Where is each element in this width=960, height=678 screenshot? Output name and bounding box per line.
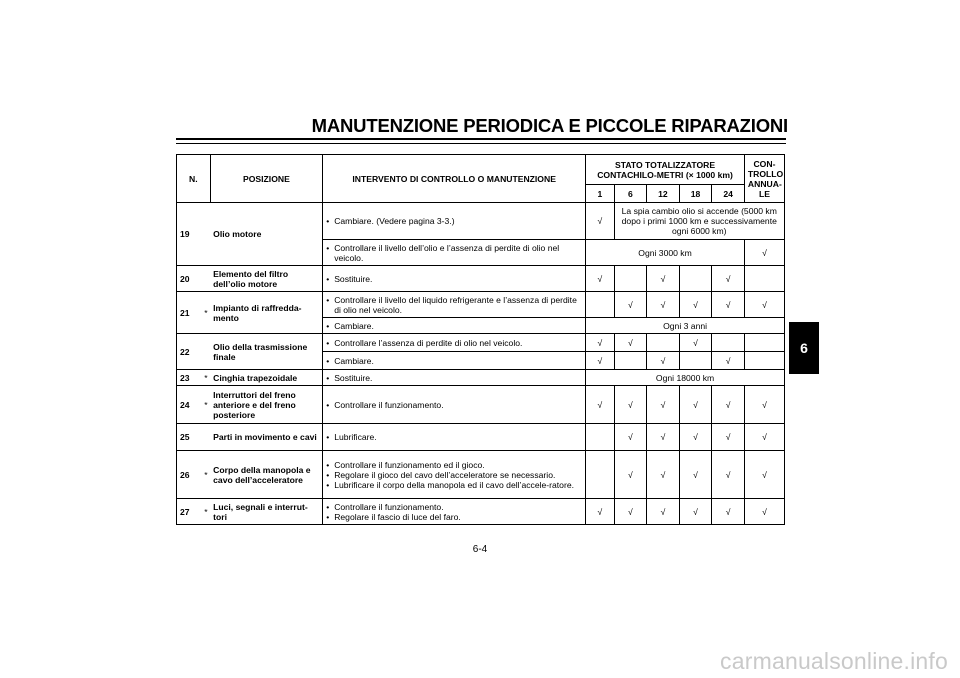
table-row	[177, 334, 785, 352]
check-mark: √	[744, 386, 784, 424]
check-mark: √	[712, 266, 745, 292]
check-mark: √	[647, 499, 680, 525]
row-action: • Controllare il funzionamento.	[323, 386, 586, 424]
row-action: • Cambiare.	[323, 352, 586, 370]
check-mark: √	[744, 451, 784, 499]
check-mark: √	[647, 386, 680, 424]
check-mark	[712, 334, 745, 352]
header-km-1: 1	[586, 185, 614, 203]
row-number: 23	[177, 370, 202, 386]
check-mark: √	[647, 451, 680, 499]
check-mark	[679, 266, 712, 292]
check-mark: √	[586, 266, 614, 292]
table-row	[177, 292, 785, 318]
title-rule-thin	[176, 143, 786, 144]
row-star: *	[202, 386, 210, 424]
row-item: Corpo della manopola e cavo dell’acceleratore	[210, 451, 323, 499]
check-mark: √	[586, 499, 614, 525]
check-mark: √	[679, 334, 712, 352]
table-row	[177, 451, 785, 499]
header-intervento: INTERVENTO DI CONTROLLO O MANUTENZIONE	[323, 155, 586, 203]
page-number: 6-4	[472, 544, 488, 555]
row-action: • Controllare il livello dell’olio e l’assenza di perdite di olio nel veicolo.	[323, 240, 586, 266]
row-item: Luci, segnali e interrut-tori	[210, 499, 323, 525]
row-star: *	[202, 499, 210, 525]
interval-text: La spia cambio olio si accende (5000 km dopo i primi 1000 km e successivamente ogni 6000 km)	[614, 203, 784, 240]
check-mark: √	[744, 499, 784, 525]
interval-text: Ogni 3 anni	[586, 318, 785, 334]
check-mark: √	[712, 352, 745, 370]
row-star	[202, 266, 210, 292]
check-mark: √	[614, 386, 647, 424]
check-mark	[744, 334, 784, 352]
title-rule-thick	[176, 138, 786, 140]
row-item: Interruttori del freno anteriore e del freno posteriore	[210, 386, 323, 424]
table-row	[177, 386, 785, 424]
row-action: • Sostituire.	[323, 370, 586, 386]
check-mark	[647, 334, 680, 352]
row-item: Parti in movimento e cavi	[210, 424, 323, 451]
check-mark	[586, 292, 614, 318]
check-mark: √	[712, 499, 745, 525]
row-item: Cinghia trapezoidale	[210, 370, 323, 386]
check-mark: √	[586, 334, 614, 352]
chapter-tab: 6	[789, 322, 819, 374]
row-item: Elemento del filtro dell’olio motore	[210, 266, 323, 292]
check-mark: √	[614, 292, 647, 318]
row-star: *	[202, 451, 210, 499]
row-action: • Cambiare. (Vedere pagina 3-3.)	[323, 203, 586, 240]
table-row	[177, 499, 785, 525]
header-km-24: 24	[712, 185, 745, 203]
check-mark: √	[647, 292, 680, 318]
check-mark: √	[647, 424, 680, 451]
table-row	[177, 266, 785, 292]
header-km-12: 12	[647, 185, 680, 203]
check-mark	[614, 266, 647, 292]
check-mark: √	[679, 424, 712, 451]
row-star	[202, 424, 210, 451]
row-number: 26	[177, 451, 202, 499]
maintenance-table	[176, 154, 785, 525]
row-action: • Lubrificare.	[323, 424, 586, 451]
row-star: *	[202, 370, 210, 386]
header-km-6: 6	[614, 185, 647, 203]
check-mark: √	[679, 292, 712, 318]
row-action: • Controllare il funzionamento ed il gioco. • Regolare il gioco del cavo dell’acceleratore se necessario. • Lubrificare il corpo della manopola ed il cavo dell’accele-ratore.	[323, 451, 586, 499]
check-mark	[614, 352, 647, 370]
interval-text: Ogni 18000 km	[586, 370, 785, 386]
header-stato: STATO TOTALIZZATORE CONTACHILO-METRI (× 1000 km)	[586, 155, 745, 185]
check-mark: √	[712, 424, 745, 451]
check-mark	[586, 451, 614, 499]
row-number: 21	[177, 292, 202, 334]
header-controllo: CON-TROLLO ANNUA-LE	[744, 155, 784, 203]
check-mark: √	[744, 292, 784, 318]
header-km-18: 18	[679, 185, 712, 203]
row-number: 27	[177, 499, 202, 525]
row-star	[202, 334, 210, 370]
row-number: 20	[177, 266, 202, 292]
check-mark: √	[647, 266, 680, 292]
check-mark: √	[679, 386, 712, 424]
check-mark: √	[744, 424, 784, 451]
row-action: • Controllare il livello del liquido refrigerante e l’assenza di perdite di olio nel veicolo.	[323, 292, 586, 318]
header-posizione: POSIZIONE	[210, 155, 323, 203]
check-mark	[679, 352, 712, 370]
row-action: • Controllare l’assenza di perdite di olio nel veicolo.	[323, 334, 586, 352]
check-mark: √	[586, 352, 614, 370]
table-row	[177, 424, 785, 451]
check-mark: √	[614, 424, 647, 451]
row-number: 24	[177, 386, 202, 424]
row-action: • Sostituire.	[323, 266, 586, 292]
check-mark: √	[614, 334, 647, 352]
check-mark: √	[679, 499, 712, 525]
page-title: MANUTENZIONE PERIODICA E PICCOLE RIPARAZIONI	[311, 115, 788, 136]
check-mark	[744, 352, 784, 370]
row-number: 19	[177, 203, 202, 266]
table-row	[177, 370, 785, 386]
row-item: Olio motore	[210, 203, 323, 266]
check-mark: √	[679, 451, 712, 499]
check-mark: √	[712, 386, 745, 424]
check-mark: √	[614, 451, 647, 499]
row-action: • Cambiare.	[323, 318, 586, 334]
row-number: 25	[177, 424, 202, 451]
row-item: Olio della trasmissione finale	[210, 334, 323, 370]
check-mark: √	[586, 386, 614, 424]
row-item: Impianto di raffredda-mento	[210, 292, 323, 334]
row-number: 22	[177, 334, 202, 370]
watermark: carmanualsonline.info	[720, 648, 948, 674]
check-mark: √	[712, 451, 745, 499]
check-mark: √	[614, 499, 647, 525]
check-mark	[744, 266, 784, 292]
row-action: • Controllare il funzionamento. • Regolare il fascio di luce del faro.	[323, 499, 586, 525]
check-mark: √	[586, 203, 614, 240]
table-row	[177, 203, 785, 240]
interval-text: Ogni 3000 km	[586, 240, 745, 266]
check-mark	[586, 424, 614, 451]
check-mark: √	[744, 240, 784, 266]
row-star: *	[202, 292, 210, 334]
check-mark: √	[647, 352, 680, 370]
header-n: N.	[177, 155, 211, 203]
check-mark: √	[712, 292, 745, 318]
row-star	[202, 203, 210, 266]
